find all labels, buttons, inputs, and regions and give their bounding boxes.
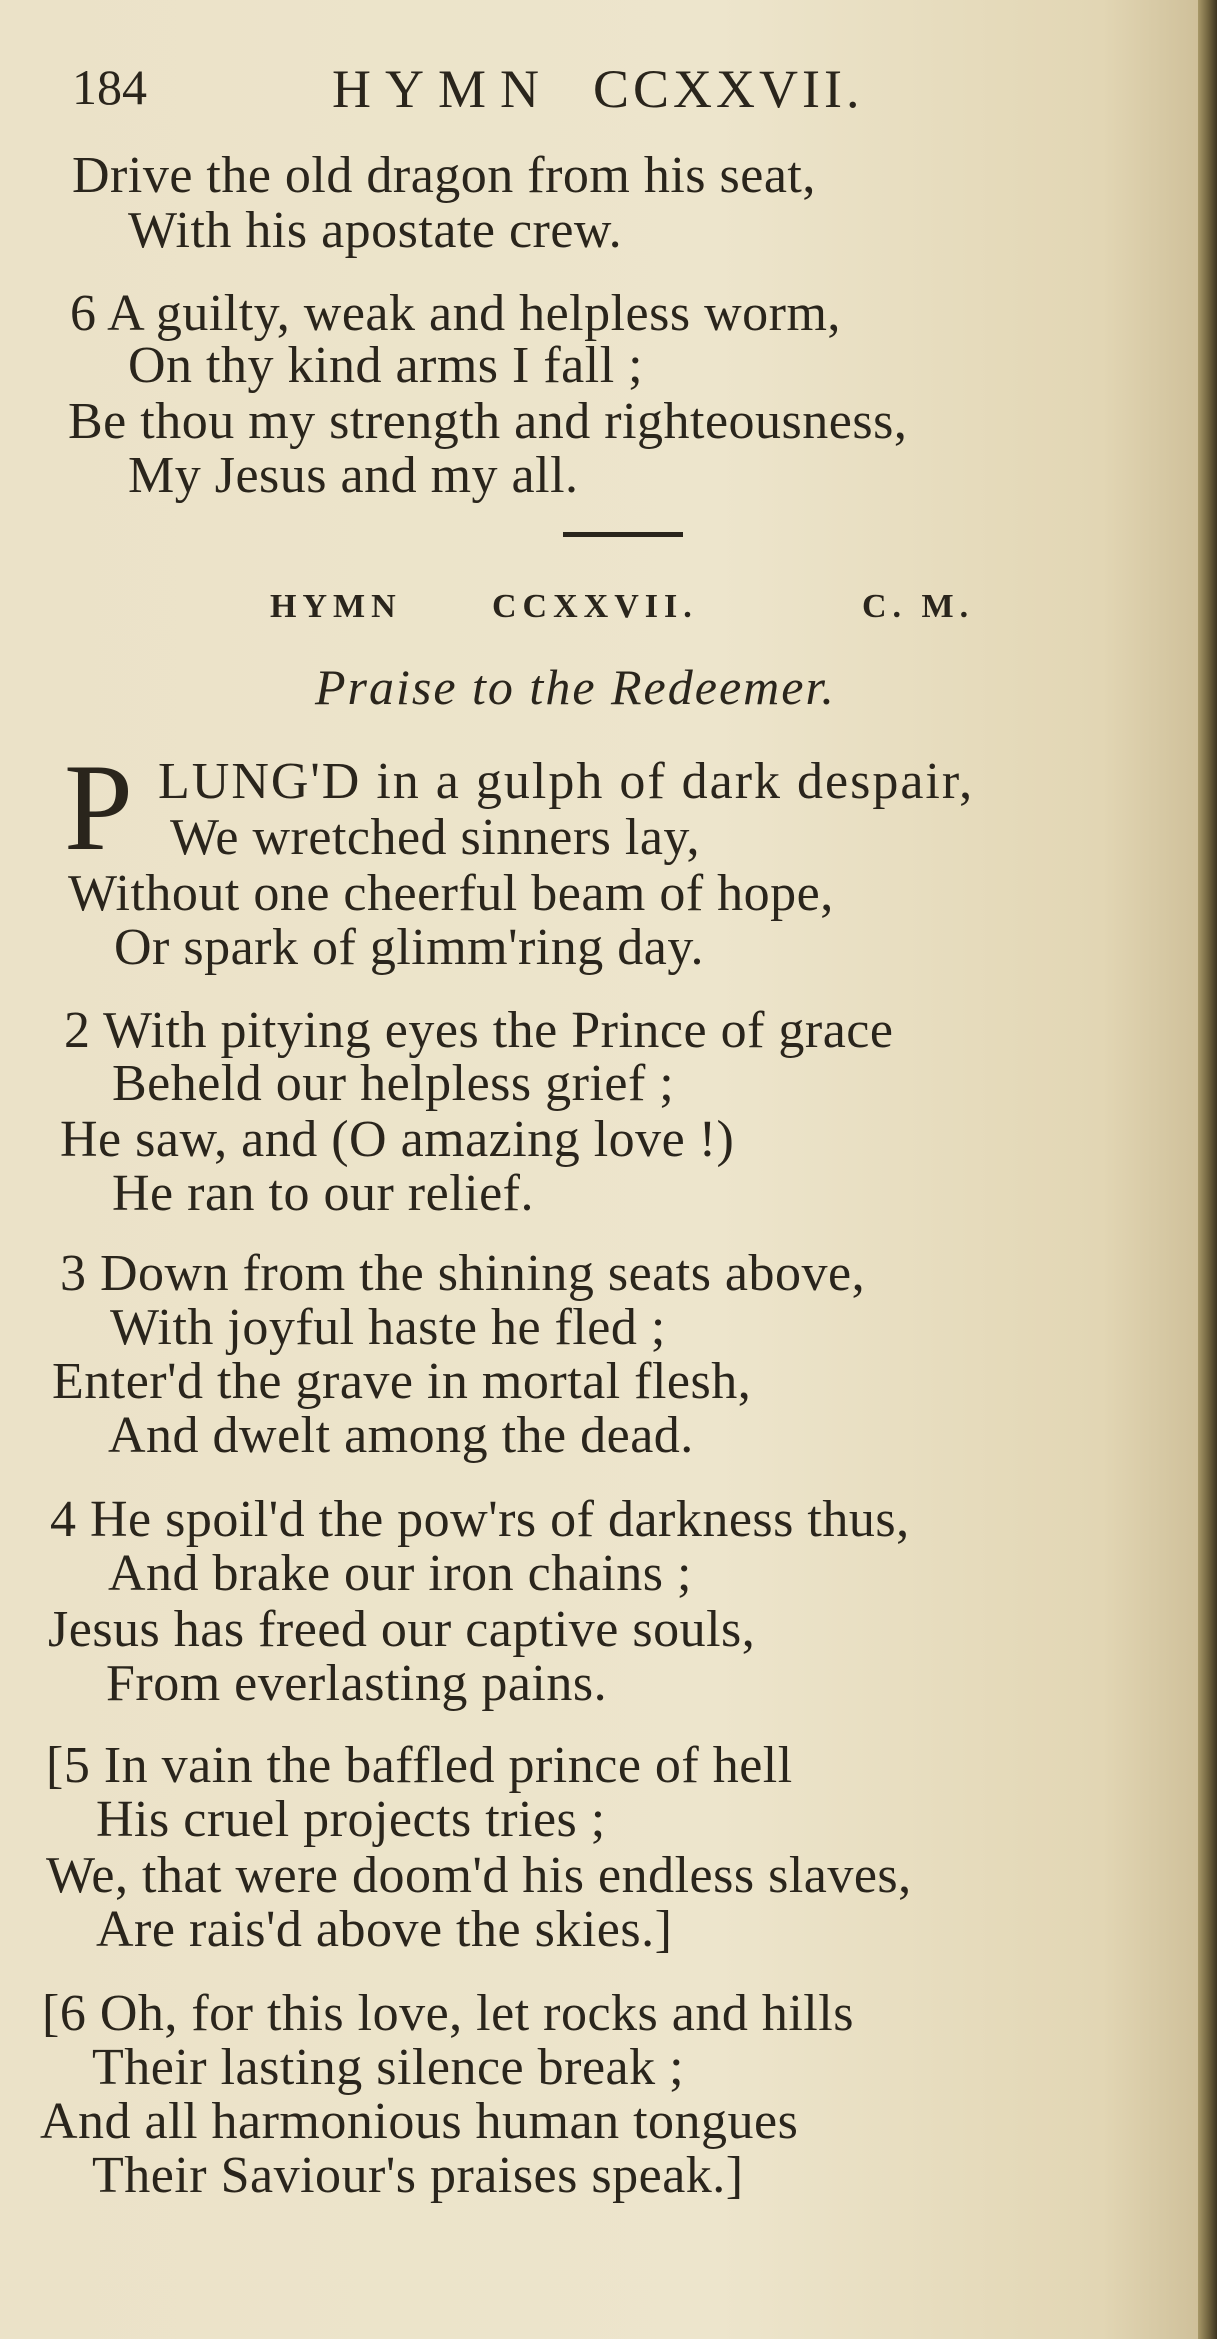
book-spine-edge bbox=[1198, 0, 1217, 2339]
verse-line: [6 Oh, for this love, let rocks and hills bbox=[42, 1985, 854, 2042]
verse-line: On thy kind arms I fall ; bbox=[128, 337, 644, 394]
verse-line: And brake our iron chains ; bbox=[108, 1545, 692, 1602]
hymn-number: CCXXVII. bbox=[492, 588, 698, 625]
running-head-numeral: CCXXVII. bbox=[593, 59, 864, 119]
verse-line: And all harmonious human tongues bbox=[40, 2093, 799, 2150]
verse-line: LUNG'D in a gulph of dark despair, bbox=[158, 753, 975, 810]
page-number: 184 bbox=[72, 59, 147, 115]
verse-line: He saw, and (O amazing love !) bbox=[60, 1111, 735, 1168]
verse-line: Be thou my strength and righteousness, bbox=[68, 393, 908, 450]
verse-line: We wretched sinners lay, bbox=[170, 809, 701, 866]
verse-line: Are rais'd above the skies.] bbox=[96, 1901, 673, 1958]
verse-line: From everlasting pains. bbox=[106, 1655, 608, 1712]
verse-line: His cruel projects tries ; bbox=[96, 1791, 606, 1848]
verse-line: My Jesus and my all. bbox=[128, 447, 579, 504]
verse-line: Or spark of glimm'ring day. bbox=[114, 919, 704, 976]
running-head bbox=[332, 59, 864, 119]
verse-line: Beheld our helpless grief ; bbox=[112, 1055, 675, 1112]
verse-line: Without one cheerful beam of hope, bbox=[68, 865, 834, 922]
verse-line: He ran to our relief. bbox=[112, 1165, 534, 1222]
verse-line: With joyful haste he fled ; bbox=[110, 1299, 666, 1356]
hymn-title: Praise to the Redeemer. bbox=[315, 659, 836, 715]
verse-line: 6 A guilty, weak and helpless worm, bbox=[70, 285, 841, 342]
verse-line: [5 In vain the baffled prince of hell bbox=[46, 1737, 793, 1794]
running-head-word: HYMN bbox=[332, 59, 554, 119]
carryover-line: With his apostate crew. bbox=[128, 202, 623, 259]
verse-line: And dwelt among the dead. bbox=[108, 1407, 694, 1464]
verse-line: 3 Down from the shining seats above, bbox=[60, 1245, 866, 1302]
section-rule bbox=[563, 532, 683, 537]
hymn-label: HYMN bbox=[270, 588, 402, 625]
verse-line: Jesus has freed our captive souls, bbox=[48, 1601, 756, 1658]
verse-line: 2 With pitying eyes the Prince of grace bbox=[64, 1002, 894, 1059]
carryover-line: Drive the old dragon from his seat, bbox=[72, 147, 816, 204]
verse-line: 4 He spoil'd the pow'rs of darkness thus, bbox=[50, 1491, 910, 1548]
verse-line: We, that were doom'd his endless slaves, bbox=[46, 1847, 912, 1904]
verse-line: Their Saviour's praises speak.] bbox=[92, 2147, 744, 2204]
hymn-meter: C. M. bbox=[862, 588, 975, 625]
verse-line: Enter'd the grave in mortal flesh, bbox=[52, 1353, 752, 1410]
drop-cap: P bbox=[64, 739, 133, 876]
verse-line: Their lasting silence break ; bbox=[92, 2039, 685, 2096]
